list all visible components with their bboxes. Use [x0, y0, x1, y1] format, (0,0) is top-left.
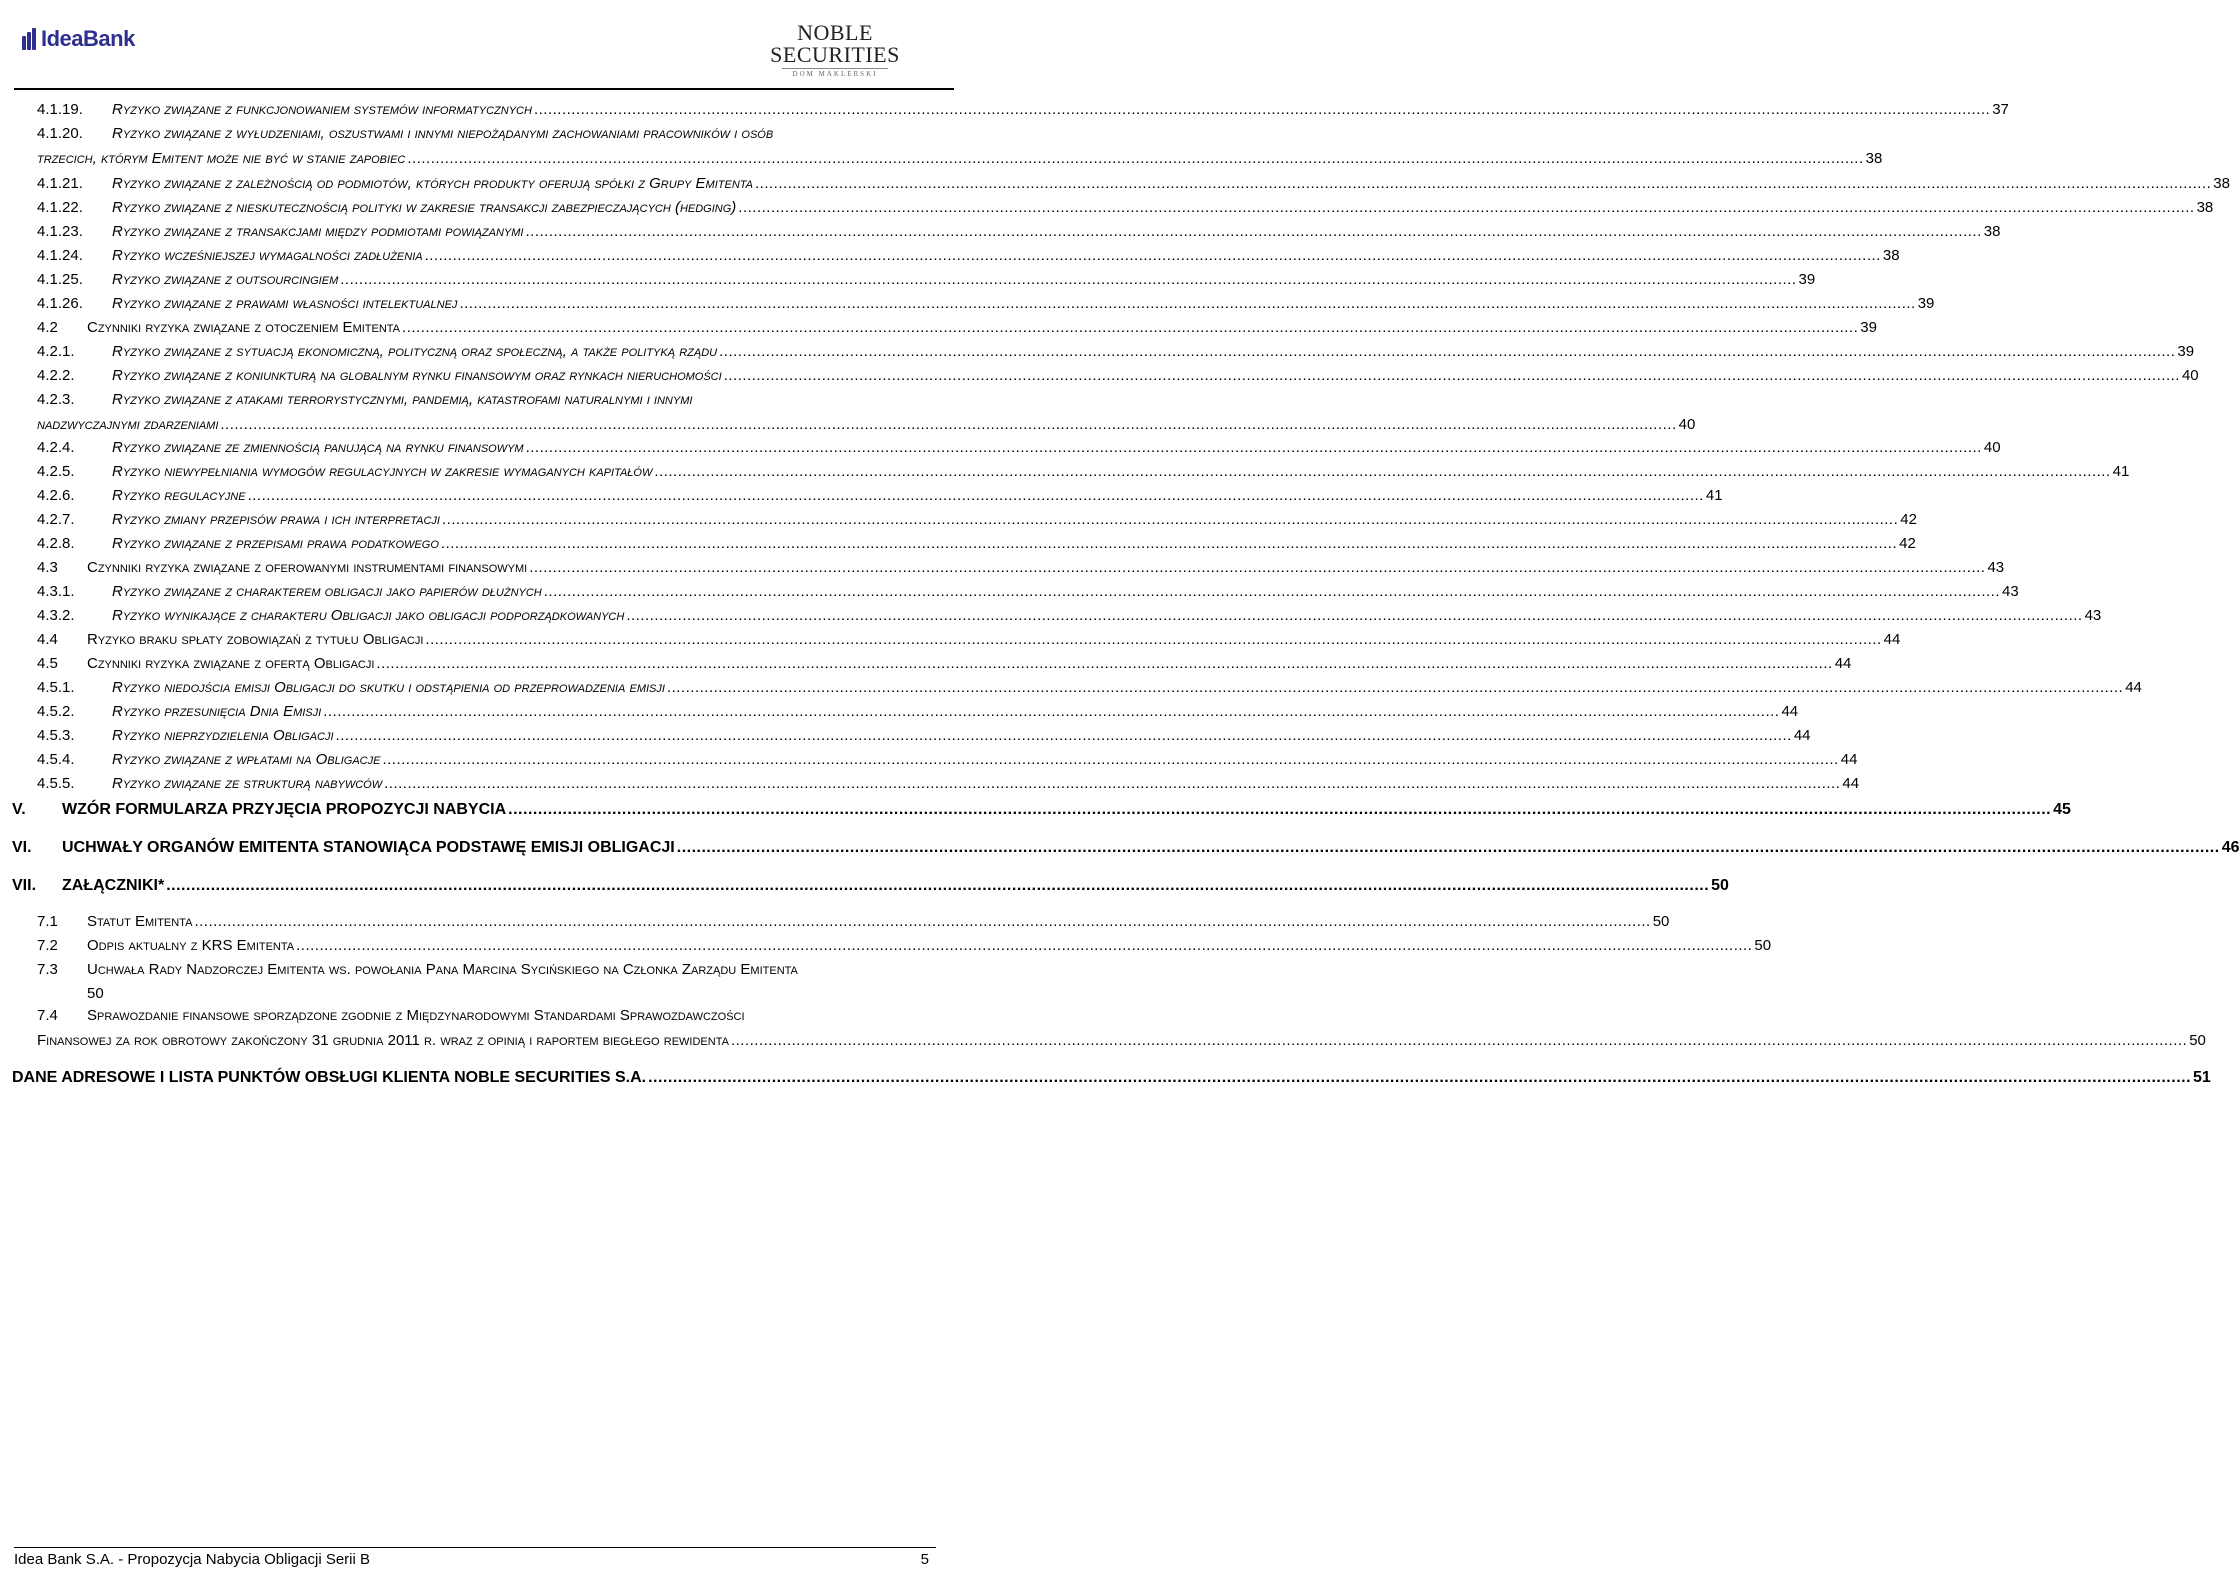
toc-entry-page: 39 [1860, 319, 1877, 336]
toc-entry[interactable] [37, 366, 2199, 386]
toc-leader-dots [323, 702, 1779, 722]
toc-entry[interactable] [37, 1006, 951, 1026]
toc-entry-number: 4.1.26. [37, 295, 83, 312]
toc-entry-title: Ryzyko związane z wyłudzeniami, oszustwami i innymi niepożądanymi zachowaniami pracowników i osób [112, 125, 774, 142]
toc-entry[interactable] [37, 438, 2001, 458]
toc-entry-page: 43 [2084, 607, 2102, 624]
toc-entry-page: 39 [1798, 271, 1816, 288]
toc-entry-page: 46 [2221, 839, 2239, 856]
toc-entry[interactable] [37, 174, 2230, 194]
toc-leader-dots [544, 582, 2000, 602]
toc-entry-page: 37 [1992, 101, 2009, 118]
toc-entry[interactable] [37, 246, 1900, 266]
toc-leader-dots [220, 415, 1676, 435]
toc-entry-number: 4.5 [37, 655, 58, 672]
toc-entry-page: 50 [1711, 877, 1729, 894]
noble-securities-logo [760, 22, 910, 82]
toc-entry-number: 4.3.1. [37, 583, 75, 600]
toc-entry-title: Uchwała Rady Nadzorczej Emitenta ws. powołania Pana Marcina Sycińskiego na Członka Zarządu Emitenta [87, 961, 798, 978]
noble-logo-line3: DOM MAKLERSKI [782, 68, 888, 78]
idea-bank-logo-text: IdeaBank [41, 26, 135, 51]
toc-entry[interactable] [37, 270, 1816, 290]
toc-entry-number: 4.2.7. [37, 511, 75, 528]
toc-leader-dots [525, 222, 1981, 242]
toc-entry-page: 38 [1983, 223, 2001, 240]
footer-document-title: Idea Bank S.A. - Propozycja Nabycia Obligacji Serii B [14, 1551, 370, 1568]
toc-leader-dots [384, 774, 1840, 794]
toc-entry-page: 38 [1882, 247, 1900, 264]
toc-entry-title: Ryzyko związane z wpłatami na Obligacje [112, 751, 381, 768]
toc-entry-continuation [37, 149, 1883, 169]
toc-entry-number: 4.2.2. [37, 367, 75, 384]
toc-entry-number: 4.5.3. [37, 727, 75, 744]
toc-entry-page: 42 [1899, 535, 1916, 552]
toc-entry[interactable] [12, 1068, 2211, 1088]
toc-entry-page: 43 [2002, 583, 2019, 600]
toc-entry[interactable] [37, 606, 2102, 626]
toc-entry-page: 51 [2193, 1069, 2211, 1086]
toc-entry-title: Ryzyko związane z funkcjonowaniem systemów informatycznych [112, 101, 532, 118]
toc-entry-title: Ryzyko nieprzydzielenia Obligacji [112, 727, 334, 744]
toc-entry-title: Ryzyko przesunięcia Dnia Emisji [112, 703, 322, 720]
toc-entry-continuation [37, 415, 1696, 435]
toc-leader-dots [667, 678, 2123, 698]
toc-entry-number: 7.2 [37, 937, 58, 954]
toc-entry[interactable] [37, 318, 1877, 338]
toc-entry-number: 4.3 [37, 559, 58, 576]
toc-entry-page: 40 [1678, 416, 1696, 433]
idea-bank-logo-icon [22, 28, 38, 50]
toc-entry[interactable] [37, 462, 2130, 482]
toc-entry-continuation [87, 984, 1001, 1004]
toc-leader-dots [731, 1031, 2187, 1051]
toc-entry-title: Odpis aktualny z KRS Emitenta [87, 937, 295, 954]
toc-leader-dots [248, 486, 1704, 506]
toc-entry-number: 4.2 [37, 319, 58, 336]
toc-entry[interactable] [37, 534, 1916, 554]
toc-entry[interactable] [37, 654, 1852, 674]
toc-leader-dots [441, 534, 1897, 554]
toc-entry-page: 44 [1840, 751, 1858, 768]
toc-leader-dots [194, 912, 1650, 932]
toc-entry-title: Ryzyko zmiany przepisów prawa i ich interpretacji [112, 511, 440, 528]
toc-leader-dots [648, 1068, 2191, 1088]
toc-entry-title-continued: Finansowej za rok obrotowy zakończony 31 grudnia 2011 r. wraz z opinią i raportem biegłego rewidenta [37, 1032, 729, 1049]
toc-leader-dots [738, 198, 2194, 218]
footer-page-number: 5 [920, 1551, 929, 1568]
toc-entry-number: 4.2.8. [37, 535, 75, 552]
toc-entry-number: 7.3 [37, 961, 58, 978]
toc-entry-number: 4.2.1. [37, 343, 75, 360]
toc-entry-number: 7.1 [37, 913, 58, 930]
toc-entry-number: 4.1.23. [37, 223, 83, 240]
toc-entry-page: 44 [2125, 679, 2142, 696]
toc-entry[interactable] [37, 100, 2009, 120]
toc-entry-title: Statut Emitenta [87, 913, 193, 930]
toc-entry-page: 38 [1865, 150, 1883, 167]
toc-entry-title: Ryzyko niedojścia emisji Obligacji do skutku i odstąpienia od przeprowadzenia emisji [112, 679, 665, 696]
toc-leader-dots [166, 876, 1709, 896]
toc-entry-title: Ryzyko związane z prawami własności intelektualnej [112, 295, 458, 312]
toc-entry-page: 43 [1987, 559, 2005, 576]
toc-entry-number: 4.1.24. [37, 247, 83, 264]
toc-entry-title: WZÓR FORMULARZA PRZYJĘCIA PROPOZYCJI NABYCIA [62, 801, 507, 818]
toc-entry-page: 41 [2112, 463, 2130, 480]
toc-entry-title: Sprawozdanie finansowe sporządzone zgodnie z Międzynarodowymi Standardami Sprawozdawczości [87, 1007, 745, 1024]
toc-leader-dots [296, 936, 1752, 956]
toc-leader-dots [425, 630, 1881, 650]
toc-leader-dots [336, 726, 1792, 746]
toc-entry[interactable] [37, 486, 1723, 506]
toc-entry-title: Ryzyko regulacyjne [112, 487, 246, 504]
toc-entry[interactable] [37, 936, 1772, 956]
page-header [0, 0, 960, 92]
footer-divider [14, 1547, 936, 1548]
toc-entry[interactable] [37, 342, 2195, 362]
toc-entry-title: DANE ADRESOWE I LISTA PUNKTÓW OBSŁUGI KLIENTA NOBLE SECURITIES S.A. [12, 1069, 647, 1086]
toc-entry-title-continued: nadzwyczajnymi zdarzeniami [37, 416, 219, 433]
toc-leader-dots [407, 149, 1863, 169]
toc-entry-number: 4.3.2. [37, 607, 75, 624]
toc-entry-page: 38 [2213, 175, 2230, 192]
toc-entry-title: Ryzyko związane z sytuacją ekonomiczną, polityczną oraz społeczną, a także polityką rządu [112, 343, 718, 360]
toc-entry-title: Ryzyko związane z zależnością od podmiotów, których produkty oferują spółki z Grupy Emitenta [112, 175, 754, 192]
toc-entry-title: Ryzyko związane z nieskutecznością polityki w zakresie transakcji zabezpieczających (hedging) [112, 199, 737, 216]
toc-entry-number: 4.1.22. [37, 199, 83, 216]
toc-entry[interactable] [37, 294, 1935, 314]
toc-leader-dots [442, 510, 1898, 530]
toc-entry-number: 4.5.4. [37, 751, 75, 768]
toc-leader-dots [724, 366, 2180, 386]
toc-entry-page: 39 [1917, 295, 1935, 312]
toc-entry-number: 7.4 [37, 1007, 58, 1024]
toc-entry-page: 42 [1900, 511, 1917, 528]
toc-entry[interactable] [37, 750, 1858, 770]
toc-entry-title: Ryzyko związane z przepisami prawa podatkowego [112, 535, 439, 552]
toc-entry-page: 40 [1983, 439, 2001, 456]
toc-entry-page: 44 [1834, 655, 1852, 672]
toc-entry-number: 4.1.19. [37, 101, 83, 118]
toc-leader-dots [402, 318, 1858, 338]
toc-entry-page: 39 [2177, 343, 2195, 360]
toc-entry[interactable] [37, 390, 951, 410]
toc-leader-dots [529, 558, 1985, 578]
toc-entry-page: 50 [1754, 937, 1772, 954]
toc-entry-title: Ryzyko związane z outsourcingiem [112, 271, 339, 288]
toc-entry-page: 44 [1781, 703, 1799, 720]
toc-leader-dots [376, 654, 1832, 674]
toc-entry-page: 44 [1793, 727, 1811, 744]
toc-entry-title: Ryzyko związane z transakcjami między podmiotami powiązanymi [112, 223, 524, 240]
toc-entry-title: Ryzyko wynikające z charakteru Obligacji jako obligacji podporządkowanych [112, 607, 625, 624]
noble-logo-line2: SECURITIES [770, 42, 900, 67]
toc-entry-page: 38 [2196, 199, 2214, 216]
toc-entry-continuation [37, 1031, 2206, 1051]
toc-leader-dots [340, 270, 1796, 290]
toc-entry-number: 4.1.20. [37, 125, 83, 142]
toc-entry-title: UCHWAŁY ORGANÓW EMITENTA STANOWIĄCA PODSTAWĘ EMISJI OBLIGACJI [62, 839, 675, 856]
toc-leader-dots [719, 342, 2175, 362]
toc-entry-page: 40 [2181, 367, 2199, 384]
toc-entry-page: 45 [2053, 801, 2071, 818]
toc-entry[interactable] [37, 960, 951, 980]
toc-entry-number: 4.2.5. [37, 463, 75, 480]
toc-entry-page: 50 [1652, 913, 1670, 930]
toc-entry[interactable] [37, 124, 951, 144]
header-divider [14, 88, 954, 90]
toc-entry[interactable] [37, 774, 1860, 794]
toc-entry-title: Czynniki ryzyka związane z otoczeniem Emitenta [87, 319, 401, 336]
toc-leader-dots [755, 174, 2211, 194]
toc-entry-page: 44 [1842, 775, 1860, 792]
toc-entry-title-continued: trzecich, którym Emitent może nie być w stanie zapobiec [37, 150, 406, 167]
toc-entry-page: 41 [1705, 487, 1723, 504]
toc-leader-dots [677, 838, 2220, 858]
page-footer [14, 1551, 929, 1568]
toc-entry-number: 4.2.3. [37, 391, 75, 408]
toc-entry-number: VII. [12, 877, 37, 894]
toc-leader-dots [534, 100, 1990, 120]
toc-entry[interactable] [37, 912, 1670, 932]
toc-entry[interactable] [37, 198, 2214, 218]
toc-entry-number: 4.5.1. [37, 679, 75, 696]
toc-leader-dots [459, 294, 1915, 314]
toc-entry-title: Ryzyko wcześniejszej wymagalności zadłużenia [112, 247, 423, 264]
toc-entry[interactable] [37, 702, 1799, 722]
toc-entry-title: Czynniki ryzyka związane z oferowanymi instrumentami finansowymi [87, 559, 528, 576]
toc-entry-number: 4.1.25. [37, 271, 83, 288]
toc-entry-number: 4.5.2. [37, 703, 75, 720]
toc-entry-title: Ryzyko niewypełniania wymogów regulacyjnych w zakresie wymaganych kapitałów [112, 463, 653, 480]
toc-entry[interactable] [37, 582, 2019, 602]
toc-entry[interactable] [12, 838, 2239, 858]
toc-entry-number: 4.5.5. [37, 775, 75, 792]
toc-leader-dots [526, 438, 1982, 458]
toc-entry[interactable] [37, 630, 1901, 650]
toc-entry-title: Czynniki ryzyka związane z ofertą Obligacji [87, 655, 375, 672]
toc-entry[interactable] [12, 800, 2071, 820]
noble-logo-line1: NOBLE [797, 20, 873, 45]
toc-entry-number: 4.4 [37, 631, 58, 648]
toc-entry-page: 44 [1883, 631, 1901, 648]
toc-entry-title: Ryzyko związane z atakami terrorystycznymi, pandemią, katastrofami naturalnymi i innymi [112, 391, 693, 408]
toc-entry-title: Ryzyko braku spłaty zobowiązań z tytułu Obligacji [87, 631, 424, 648]
toc-entry-number: V. [12, 801, 26, 818]
toc-leader-dots [626, 606, 2082, 626]
toc-entry-page: 50 [2189, 1032, 2206, 1049]
toc-entry[interactable] [12, 876, 1729, 896]
toc-entry-title: ZAŁĄCZNIKI* [62, 877, 165, 894]
toc-entry-title: Ryzyko związane ze zmiennością panującą na rynku finansowym [112, 439, 524, 456]
toc-entry-number: 4.2.6. [37, 487, 75, 504]
toc-entry[interactable] [37, 510, 1917, 530]
toc-entry-page: 50 [87, 985, 104, 1002]
toc-entry[interactable] [37, 222, 2001, 242]
toc-entry[interactable] [37, 678, 2142, 698]
toc-leader-dots [654, 462, 2110, 482]
toc-leader-dots [382, 750, 1838, 770]
toc-entry-number: 4.1.21. [37, 175, 83, 192]
toc-entry-title: Ryzyko związane z koniunkturą na globalnym rynku finansowym oraz rynkach nieruchomości [112, 367, 722, 384]
toc-leader-dots [425, 246, 1881, 266]
toc-entry-number: VI. [12, 839, 32, 856]
toc-leader-dots [508, 800, 2051, 820]
toc-entry-title: Ryzyko związane z charakterem obligacji jako papierów dłużnych [112, 583, 542, 600]
toc-entry[interactable] [37, 558, 2005, 578]
toc-entry-title: Ryzyko związane ze strukturą nabywców [112, 775, 383, 792]
toc-entry-number: 4.2.4. [37, 439, 75, 456]
idea-bank-logo [22, 26, 135, 52]
toc-entry[interactable] [37, 726, 1811, 746]
